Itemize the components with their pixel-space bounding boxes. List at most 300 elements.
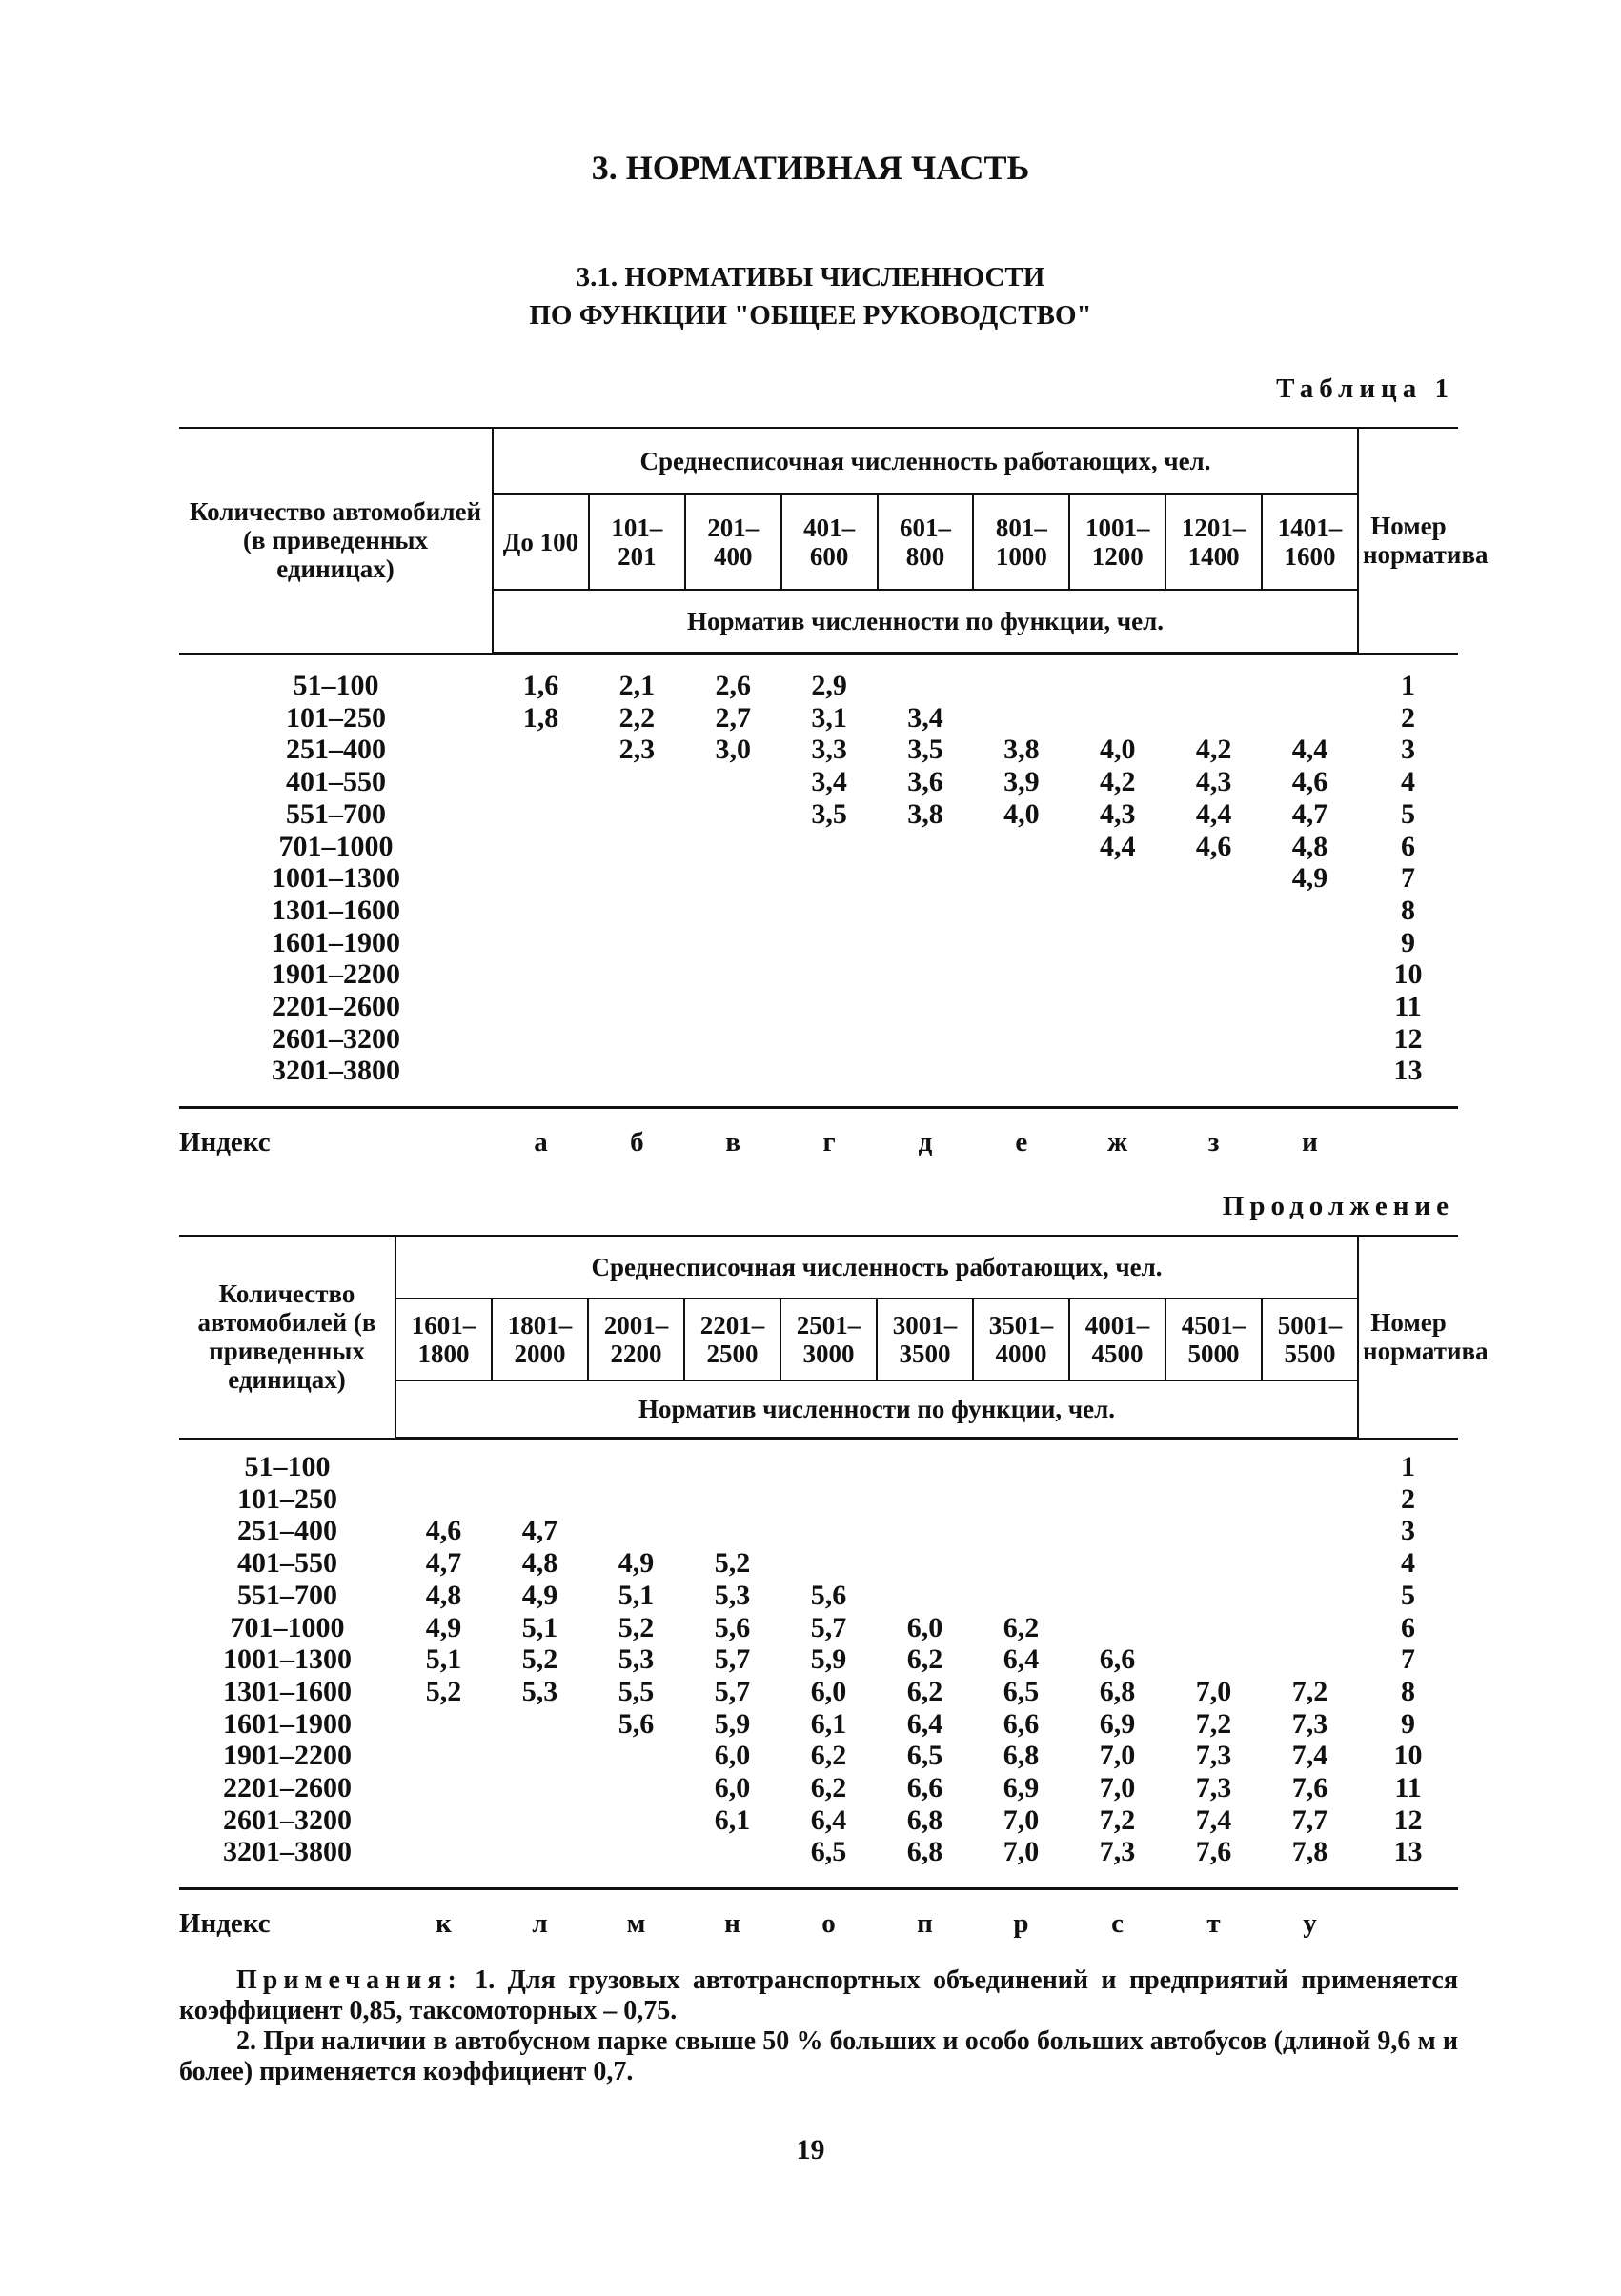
norm-value-cell [589,927,685,959]
row-vehicles-range: 2201–2600 [223,1772,352,1804]
norm-value-cell [588,1772,684,1804]
norm-value-cell: 1,8 [522,701,559,734]
norm-value-cell: 6,0 [906,1611,943,1643]
norm-value-cell: 5,7 [714,1643,751,1676]
norm-value-cell: 4,9 [1291,862,1328,895]
index-letter: а [534,1127,548,1158]
norm-value-cell [1069,702,1165,735]
norm-value-cell [1069,991,1165,1023]
norm-number: 4 [1401,1547,1415,1580]
norm-value-cell [395,1836,492,1868]
norm-number: 11 [1394,991,1422,1023]
row-vehicles-range: 551–700 [286,797,386,830]
norm-value-cell [781,991,878,1023]
norm-value-cell [878,1023,974,1056]
norm-value-cell: 4,9 [618,1547,655,1580]
norm-value-cell: 5,6 [810,1579,847,1611]
row-vehicles-range: 1001–1300 [272,862,400,895]
norm-value-cell: 4,3 [1099,797,1136,830]
norm-value-cell [973,991,1069,1023]
table-row [179,798,1458,831]
norm-value-cell: 5,7 [810,1611,847,1643]
index-letter: к [436,1908,452,1940]
norm-value-cell: 4,3 [1195,766,1232,798]
norm-value-cell [395,1772,492,1804]
norm-value-cell: 6,8 [1003,1740,1040,1772]
norm-value-cell: 3,8 [1003,734,1040,766]
norm-value-cell [973,895,1069,927]
norm-value-cell: 3,6 [907,766,943,798]
norm-value-cell: 7,6 [1195,1836,1232,1868]
page-number: 19 [796,2134,825,2165]
norm-value-cell: 7,0 [1003,1803,1040,1836]
norm-value-cell: 7,0 [1003,1836,1040,1868]
norm-value-cell [1165,958,1262,991]
norm-value-cell: 7,2 [1195,1707,1232,1740]
norm-number: 9 [1401,1707,1415,1740]
norm-value-cell [589,766,685,798]
row-vehicles-range: 1301–1600 [223,1675,352,1707]
norm-value-cell [1262,1612,1358,1644]
table-row [179,670,1458,702]
norm-value-cell [780,1515,877,1547]
norm-value-cell [973,1451,1069,1483]
norm-value-cell [1165,1643,1262,1676]
norm-value-cell: 4,9 [521,1579,558,1611]
table1-body [179,670,1458,1087]
table-row [179,1740,1458,1772]
norm-number: 12 [1393,1803,1423,1836]
header-range: 801– 1000 [973,494,1069,590]
norm-value-cell: 6,8 [1099,1675,1136,1707]
norm-value-cell: 4,4 [1291,734,1328,766]
index-letter: г [822,1127,836,1158]
norm-number: 8 [1401,1675,1415,1707]
index-letter: н [724,1908,740,1940]
norm-value-cell: 7,2 [1099,1803,1136,1836]
norm-value-cell [685,831,781,863]
norm-value-cell: 4,2 [1195,734,1232,766]
table-row [179,734,1458,766]
norm-value-cell [1165,1055,1262,1087]
norm-value-cell: 7,6 [1291,1772,1328,1804]
header-norm-number: Номер норматива [1358,428,1458,654]
notes-label: Примечания: [236,1965,462,1995]
norm-value-cell [781,1055,878,1087]
norm-value-cell [780,1547,877,1580]
norm-value-cell [1069,1612,1165,1644]
row-vehicles-range: 1901–2200 [223,1740,352,1772]
norm-value-cell: 6,9 [1003,1772,1040,1804]
index-letter: о [821,1908,836,1940]
header-range: 3501– 4000 [973,1299,1069,1380]
norm-value-cell: 2,1 [618,670,656,701]
norm-value-cell: 6,5 [810,1836,847,1868]
norm-value-cell [878,1055,974,1087]
norm-value-cell: 6,8 [906,1803,943,1836]
norm-value-cell: 6,8 [906,1836,943,1868]
norm-value-cell [684,1515,780,1547]
row-vehicles-range: 2601–3200 [223,1803,352,1836]
norm-value-cell [1069,895,1165,927]
table-row [179,1804,1458,1837]
norm-value-cell [492,1836,588,1868]
table-row [179,831,1458,863]
norm-value-cell [1262,895,1358,927]
norm-value-cell [1262,1483,1358,1516]
norm-value-cell [878,862,974,895]
norm-value-cell: 6,2 [906,1675,943,1707]
norm-value-cell: 6,4 [906,1707,943,1740]
index-letter: с [1111,1908,1124,1940]
row-vehicles-range: 1001–1300 [223,1643,352,1676]
norm-value-cell [588,1804,684,1837]
norm-value-cell [878,958,974,991]
norm-value-cell: 1,6 [522,670,559,701]
norm-number: 5 [1401,1579,1415,1611]
index-letter: м [626,1908,646,1940]
index-letter: в [725,1127,741,1158]
norm-number: 2 [1400,701,1415,734]
norm-value-cell: 3,0 [715,734,751,766]
norm-value-cell: 5,2 [521,1643,558,1676]
norm-value-cell [492,1483,588,1516]
norm-value-cell [1165,895,1262,927]
index-label: Индекс [179,1127,271,1158]
norm-value-cell: 6,6 [1099,1643,1136,1676]
norm-value-cell [685,766,781,798]
index-letter: б [630,1127,644,1158]
norm-value-cell [1262,927,1358,959]
norm-value-cell [684,1483,780,1516]
note-1: 1. Для грузовых автотранспортных объединений и предприятий применяется коэффициент 0,85, таксомоторных – 0,75. [179,1965,1459,2025]
norm-value-cell: 6,0 [714,1772,751,1804]
norm-value-cell [1165,1023,1262,1056]
norm-value-cell: 7,3 [1195,1740,1232,1772]
header-range: 1201– 1400 [1165,494,1262,590]
index-letter: е [1015,1127,1028,1158]
index-letter: з [1207,1127,1220,1158]
norm-value-cell [1069,958,1165,991]
norm-value-cell [973,702,1069,735]
norm-value-cell: 2,9 [811,670,847,701]
table-row [179,1451,1458,1483]
norm-value-cell: 5,1 [618,1579,655,1611]
norm-value-cell [973,1515,1069,1547]
norm-value-cell: 2,3 [618,734,656,766]
norm-number: 1 [1401,1451,1415,1482]
index-letter: у [1303,1908,1317,1940]
norm-value-cell: 7,4 [1195,1803,1232,1836]
norm-value-cell: 4,4 [1099,830,1136,862]
norm-number: 12 [1393,1022,1423,1055]
norm-value-cell [973,1547,1069,1580]
norm-value-cell: 2,7 [715,701,751,734]
norm-value-cell [1165,927,1262,959]
header-range: 2501– 3000 [780,1299,877,1380]
norm-value-cell: 4,7 [521,1515,558,1547]
norm-value-cell [973,1580,1069,1612]
norm-value-cell: 5,9 [810,1643,847,1676]
norm-value-cell: 4,2 [1099,766,1136,798]
norm-value-cell: 6,2 [1003,1611,1040,1643]
norm-value-cell: 6,5 [906,1740,943,1772]
table-row [179,895,1458,927]
row-vehicles-range: 3201–3800 [272,1055,400,1087]
header-range: 1601– 1800 [395,1299,492,1380]
norm-value-cell: 6,5 [1003,1675,1040,1707]
norm-value-cell [685,1023,781,1056]
norm-value-cell [973,862,1069,895]
header-norm-value: Норматив численности по функции, чел. [395,1380,1358,1439]
index-letter: р [1013,1908,1029,1940]
row-vehicles-range: 2601–3200 [272,1022,400,1055]
norm-number: 11 [1394,1772,1422,1804]
norm-value-cell: 7,0 [1099,1740,1136,1772]
norm-value-cell: 7,3 [1291,1707,1328,1740]
norm-value-cell [781,862,878,895]
norm-value-cell [781,831,878,863]
section-heading: 3. НОРМАТИВНАЯ ЧАСТЬ [591,149,1030,187]
table1-bottom-rule [179,1106,1458,1109]
table-row [179,1612,1458,1644]
norm-value-cell: 7,3 [1099,1836,1136,1868]
norm-value-cell [588,1483,684,1516]
norm-value-cell: 3,5 [907,734,943,766]
index-letter: п [917,1908,933,1940]
norm-value-cell [1262,1515,1358,1547]
norm-value-cell [877,1483,973,1516]
norm-value-cell [685,862,781,895]
norm-value-cell [781,1023,878,1056]
row-vehicles-range: 51–100 [244,1451,331,1482]
row-vehicles-range: 1301–1600 [272,894,400,926]
norm-value-cell [492,1451,588,1483]
table1-caption: Таблица 1 [1276,373,1454,404]
table-row [179,702,1458,735]
norm-value-cell [1262,702,1358,735]
index-letter: ж [1107,1127,1128,1158]
norm-value-cell: 3,4 [811,766,847,798]
norm-value-cell: 6,2 [906,1643,943,1676]
norm-value-cell [1262,1547,1358,1580]
norm-value-cell [877,1580,973,1612]
header-range: 401– 600 [781,494,878,590]
table-row [179,991,1458,1023]
norm-value-cell [685,991,781,1023]
norm-value-cell: 6,6 [1003,1707,1040,1740]
norm-value-cell [1165,1515,1262,1547]
norm-value-cell [589,862,685,895]
index-label: Индекс [179,1908,271,1940]
norm-value-cell [588,1836,684,1868]
norm-value-cell: 4,7 [425,1547,462,1580]
header-range: 2201– 2500 [684,1299,780,1380]
norm-value-cell [395,1740,492,1772]
table2-bottom-rule [179,1887,1458,1890]
norm-value-cell [684,1451,780,1483]
norm-number: 2 [1401,1482,1415,1515]
header-range: 1001– 1200 [1069,494,1165,590]
norm-value-cell [1165,1451,1262,1483]
norm-value-cell: 5,3 [521,1675,558,1707]
header-staff: Среднесписочная численность работающих, чел. [493,428,1358,494]
header-range: 3001– 3500 [877,1299,973,1380]
header-staff: Среднесписочная численность работающих, чел. [395,1236,1358,1299]
norm-number: 4 [1400,766,1415,798]
norm-value-cell [492,1740,588,1772]
norm-value-cell: 3,5 [811,797,847,830]
norm-value-cell [973,1055,1069,1087]
header-norm-value: Норматив численности по функции, чел. [493,590,1358,654]
norm-value-cell: 4,8 [1291,830,1328,862]
norm-value-cell [589,1023,685,1056]
norm-number: 10 [1393,1740,1423,1772]
norm-value-cell: 4,4 [1195,797,1232,830]
norm-value-cell [1262,991,1358,1023]
norm-value-cell [1165,702,1262,735]
table-row [179,1772,1458,1804]
norm-value-cell [1069,1515,1165,1547]
norm-value-cell [877,1515,973,1547]
norm-value-cell [395,1804,492,1837]
norm-value-cell: 7,0 [1099,1772,1136,1804]
norm-value-cell [877,1451,973,1483]
norm-value-cell [1262,1643,1358,1676]
header-range: 201– 400 [685,494,781,590]
table-row [179,1708,1458,1741]
norm-value-cell: 4,8 [521,1547,558,1580]
norm-value-cell [492,1804,588,1837]
norm-value-cell: 6,6 [906,1772,943,1804]
norm-value-cell: 2,6 [715,670,751,701]
norm-number: 13 [1393,1055,1423,1087]
norm-value-cell [589,958,685,991]
norm-value-cell [589,1055,685,1087]
norm-value-cell [1262,958,1358,991]
notes [179,1965,1458,2087]
norm-value-cell: 6,9 [1099,1707,1136,1740]
norm-value-cell [493,991,589,1023]
table-row [179,1836,1458,1868]
norm-value-cell [877,1547,973,1580]
norm-value-cell: 6,0 [810,1675,847,1707]
norm-value-cell: 3,1 [811,701,847,734]
header-vehicles: Количество автомобилей (в приведенных единицах) [179,1236,395,1439]
table2-header [179,1235,1489,1440]
row-vehicles-range: 101–250 [286,701,386,734]
table-row [179,1547,1458,1580]
norm-value-cell [493,1055,589,1087]
norm-value-cell [493,927,589,959]
norm-value-cell: 4,6 [1291,766,1328,798]
norm-value-cell [684,1836,780,1868]
norm-value-cell: 5,2 [714,1547,751,1580]
norm-value-cell [493,862,589,895]
row-vehicles-range: 101–250 [237,1482,337,1515]
table2-index-row [179,1908,1458,1940]
norm-value-cell [1069,1580,1165,1612]
table-row [179,1483,1458,1516]
norm-value-cell [1069,1023,1165,1056]
row-vehicles-range: 551–700 [237,1579,337,1611]
norm-number: 5 [1400,797,1415,830]
index-letter: и [1302,1127,1318,1158]
norm-number: 1 [1400,670,1415,701]
norm-value-cell [588,1451,684,1483]
header-range: 101– 201 [589,494,685,590]
norm-value-cell [589,895,685,927]
header-range: 1401– 1600 [1262,494,1358,590]
row-vehicles-range: 1601–1900 [223,1707,352,1740]
index-letter: д [918,1127,933,1158]
norm-number: 10 [1393,958,1423,991]
norm-value-cell: 5,3 [618,1643,655,1676]
norm-value-cell: 6,0 [714,1740,751,1772]
table-row [179,958,1458,991]
row-vehicles-range: 251–400 [237,1515,337,1547]
norm-number: 9 [1400,926,1415,958]
norm-value-cell [493,1023,589,1056]
norm-value-cell [878,831,974,863]
norm-value-cell [780,1483,877,1516]
norm-value-cell [1165,670,1262,702]
norm-value-cell [685,927,781,959]
norm-value-cell: 5,6 [618,1707,655,1740]
norm-value-cell [878,895,974,927]
norm-number: 6 [1400,830,1415,862]
norm-value-cell: 3,4 [907,701,943,734]
header-range: 1801– 2000 [492,1299,588,1380]
norm-number: 7 [1400,862,1415,895]
norm-value-cell: 4,7 [1291,797,1328,830]
row-vehicles-range: 2201–2600 [272,991,400,1023]
norm-value-cell [973,1023,1069,1056]
norm-value-cell [395,1708,492,1741]
norm-value-cell [1165,1612,1262,1644]
norm-value-cell [685,1055,781,1087]
row-vehicles-range: 1901–2200 [272,958,400,991]
norm-value-cell [1069,1055,1165,1087]
subsection-heading-line1: 3.1. НОРМАТИВЫ ЧИСЛЕННОСТИ [576,262,1045,292]
norm-value-cell [1069,1547,1165,1580]
table2-body [179,1451,1458,1868]
norm-value-cell: 5,6 [714,1611,751,1643]
note-2: 2. При наличии в автобусном парке свыше 50 % больших и особо больших автобусов (длиной 9,6 м и более) применяется коэффициент 0,7. [179,2026,1458,2086]
norm-value-cell [492,1708,588,1741]
norm-value-cell [1262,1580,1358,1612]
norm-value-cell [1165,1580,1262,1612]
header-vehicles: Количество автомобилей (в приведенных единицах) [179,428,493,654]
table1-header [179,427,1489,655]
norm-value-cell [878,670,974,702]
header-range: 4001– 4500 [1069,1299,1165,1380]
norm-value-cell: 6,2 [810,1740,847,1772]
norm-value-cell [493,766,589,798]
table-row [179,1055,1458,1087]
norm-value-cell [493,798,589,831]
table-row [179,927,1458,959]
norm-value-cell: 4,6 [425,1515,462,1547]
norm-value-cell: 6,1 [714,1803,751,1836]
norm-value-cell [1069,1483,1165,1516]
norm-value-cell [1165,1483,1262,1516]
norm-value-cell: 7,2 [1291,1675,1328,1707]
table-row [179,1643,1458,1676]
table-row [179,766,1458,798]
index-letter: т [1206,1908,1221,1940]
norm-value-cell [973,958,1069,991]
